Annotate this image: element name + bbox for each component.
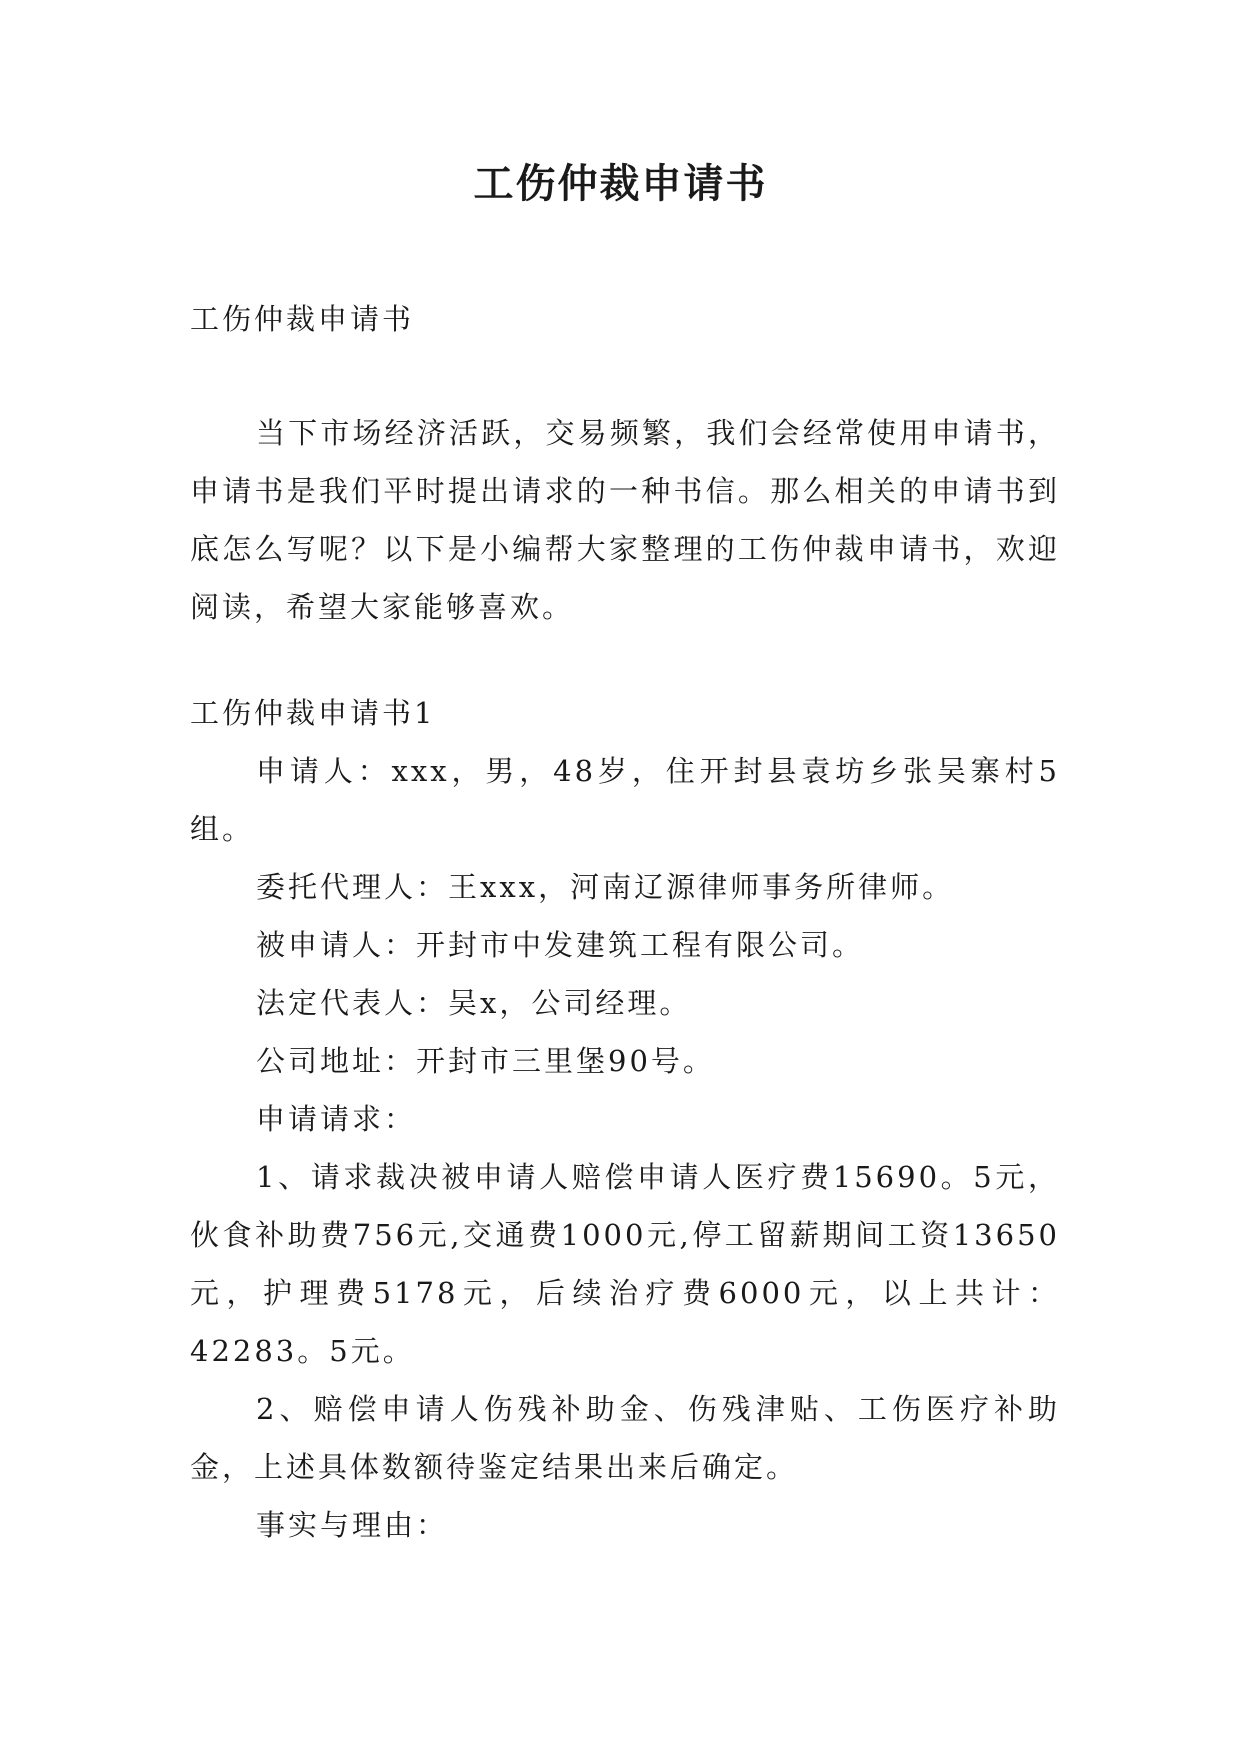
request-2-paragraph: 2、赔偿申请人伤残补助金、伤残津贴、工伤医疗补助金，上述具体数额待鉴定结果出来后确定。 xyxy=(190,1392,1060,1484)
subtitle: 工伤仲裁申请书 xyxy=(190,302,415,336)
address-paragraph: 公司地址：开封市三里堡90号。 xyxy=(256,1044,715,1078)
document-title: 工伤仲裁申请书 xyxy=(473,160,768,207)
requests-heading: 申请请求： xyxy=(256,1102,417,1136)
document-body xyxy=(190,290,1060,1554)
facts-heading: 事实与理由： xyxy=(256,1508,449,1542)
legal-rep-paragraph: 法定代表人：吴x，公司经理。 xyxy=(256,986,692,1020)
applicant-paragraph: 申请人：xxx，男，48岁，住开封县袁坊乡张吴寨村5组。 xyxy=(190,754,1060,846)
respondent-paragraph: 被申请人：开封市中发建筑工程有限公司。 xyxy=(256,928,865,962)
intro-paragraph: 当下市场经济活跃，交易频繁，我们会经常使用申请书，申请书是我们平时提出请求的一种书信。那么相关的申请书到底怎么写呢？以下是小编帮大家整理的工伤仲裁申请书，欢迎阅读，希望大家能够喜欢。 xyxy=(190,416,1060,624)
section-heading: 工伤仲裁申请书1 xyxy=(190,696,436,730)
agent-paragraph: 委托代理人：王xxx，河南辽源律师事务所律师。 xyxy=(256,870,955,904)
request-1-paragraph: 1、请求裁决被申请人赔偿申请人医疗费15690。5元，伙食补助费756元,交通费1000元,停工留薪期间工资13650元，护理费5178元，后续治疗费6000元，以上共计：42283。5元。 xyxy=(190,1160,1060,1368)
